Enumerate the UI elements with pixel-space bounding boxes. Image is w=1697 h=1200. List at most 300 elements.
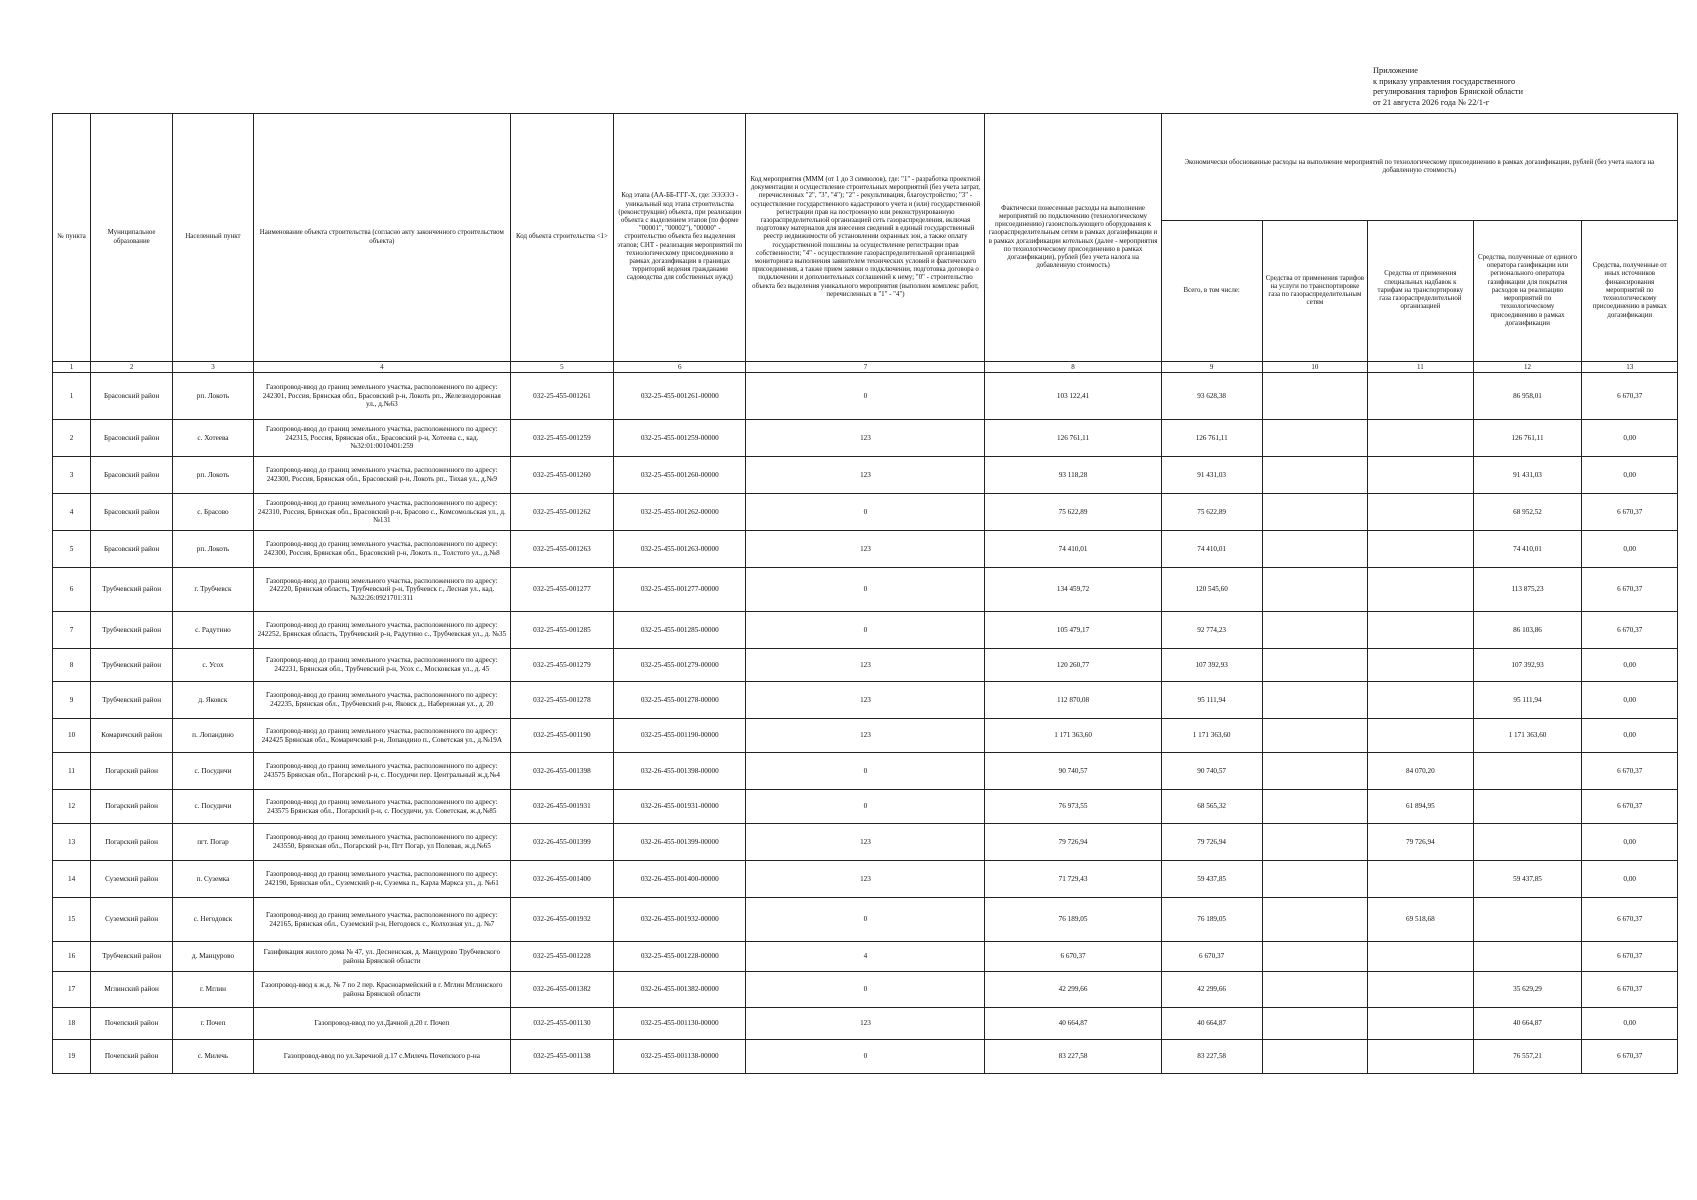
cell-total: 92 774,23: [1161, 612, 1262, 649]
cell-item-number: 13: [53, 824, 91, 861]
cell-operator-funds: 76 557,21: [1473, 1040, 1582, 1074]
cell-municipality: Погарский район: [91, 790, 173, 824]
cell-item-number: 1: [53, 373, 91, 420]
table-row: [53, 457, 1678, 494]
cell-total: 74 410,01: [1161, 531, 1262, 568]
cell-object-code: 032-26-455-001382: [510, 972, 613, 1008]
column-number: 13: [1582, 362, 1678, 373]
cell-surcharge-funds: [1368, 457, 1473, 494]
cell-total: 120 545,60: [1161, 568, 1262, 612]
cell-object-code: 032-25-455-001261: [510, 373, 613, 420]
cell-other-funds: 6 670,37: [1582, 568, 1678, 612]
header-other-funds: Средства, полученные от иных источников финансирования мероприятий по технологическому присоединению в рамках догазификации: [1582, 221, 1678, 362]
cell-tariff-funds: [1262, 531, 1367, 568]
table-row: [53, 1040, 1678, 1074]
cell-tariff-funds: [1262, 373, 1367, 420]
cell-operator-funds: 1 171 363,60: [1473, 719, 1582, 753]
cell-stage-code: 032-26-455-001931-00000: [614, 790, 746, 824]
header-stage-code: Код этапа (АА-ББ-ГГГ-Х, где: ЭЭЭЭЭ - уникальный код этапа строительства (реконструкции) объекта, при реализации объекта с выделением этапов (по форме "00001", "00002"), "00000" - строительство объекта без выделения этапов; СНТ - реализация мероприятий по технологическому присоединению в рамках догазификации в границах территорий ведения гражданами садоводства для собственных нужд): [614, 114, 746, 362]
cell-stage-code: 032-26-455-001382-00000: [614, 972, 746, 1008]
cell-operator-funds: 126 761,11: [1473, 420, 1582, 457]
header-total: Всего, в том числе:: [1161, 221, 1262, 362]
column-number: 11: [1368, 362, 1473, 373]
cell-measure-code: 123: [746, 531, 985, 568]
cell-total: 91 431,03: [1161, 457, 1262, 494]
cell-other-funds: 6 670,37: [1582, 972, 1678, 1008]
cell-total: 90 740,57: [1161, 753, 1262, 790]
cell-total: 95 111,94: [1161, 682, 1262, 719]
cell-object-name: Газопровод-ввод до границ земельного участка, расположенного по адресу: 242220, Брянская область, Трубчевский р-н, Трубчевск г., Лесная ул., кад.№32:26:0921701:311: [253, 568, 510, 612]
cell-stage-code: 032-26-455-001398-00000: [614, 753, 746, 790]
cell-actual-costs: 103 122,41: [985, 373, 1161, 420]
cell-operator-funds: 86 958,01: [1473, 373, 1582, 420]
cell-total: 126 761,11: [1161, 420, 1262, 457]
cell-stage-code: 032-25-455-001262-00000: [614, 494, 746, 531]
cell-total: 42 299,66: [1161, 972, 1262, 1008]
cell-actual-costs: 112 870,08: [985, 682, 1161, 719]
cell-tariff-funds: [1262, 790, 1367, 824]
cell-tariff-funds: [1262, 942, 1367, 972]
cell-object-name: Газификация жилого дома № 47, ул. Десненская, д. Манцурово Трубчевского района Брянской области: [253, 942, 510, 972]
cell-surcharge-funds: [1368, 420, 1473, 457]
table-row: [53, 494, 1678, 531]
header-item-number: № пункта: [53, 114, 91, 362]
cell-surcharge-funds: [1368, 1008, 1473, 1040]
cell-stage-code: 032-25-455-001260-00000: [614, 457, 746, 494]
column-number: 8: [985, 362, 1161, 373]
column-number-row: [53, 362, 1678, 373]
cell-settlement: рп. Локоть: [173, 457, 254, 494]
table-row: [53, 898, 1678, 942]
cell-object-name: Газопровод-ввод до границ земельного участка, расположенного по адресу: 242425 Брянская обл., Комаричский р-н, Лопандино п., Советская ул., д.№19А: [253, 719, 510, 753]
cell-settlement: г. Почеп: [173, 1008, 254, 1040]
cell-other-funds: 6 670,37: [1582, 373, 1678, 420]
table-row: [53, 972, 1678, 1008]
cell-operator-funds: [1473, 790, 1582, 824]
cell-actual-costs: 1 171 363,60: [985, 719, 1161, 753]
cell-stage-code: 032-25-455-001278-00000: [614, 682, 746, 719]
cell-object-name: Газопровод-ввод до границ земельного участка, расположенного по адресу: 242301, Россия, Брянская обл., Брасовский р-н, Локоть рп., Железнодорожная ул., д.№63: [253, 373, 510, 420]
header-actual-costs: Фактически понесенные расходы на выполнение мероприятий по подключению (технологическому присоединению) газоиспользующего оборудования к газораспределительным сетям в рамках догазификации и в рамках догазификации котельных (далее - мероприятия по технологическому присоединению в рамках догазификации), рублей (без учета налога на добавленную стоимость): [985, 114, 1161, 362]
cell-stage-code: 032-26-455-001932-00000: [614, 898, 746, 942]
cell-stage-code: 032-26-455-001400-00000: [614, 861, 746, 898]
cell-actual-costs: 79 726,94: [985, 824, 1161, 861]
cell-settlement: с. Хотеева: [173, 420, 254, 457]
table-row: [53, 861, 1678, 898]
cell-object-name: Газопровод-ввод до границ земельного участка, расположенного по адресу: 242315, Россия, Брянская обл., Брасовский р-н, Хотеева с., кад. №32:01:0010401:259: [253, 420, 510, 457]
cell-measure-code: 0: [746, 494, 985, 531]
cell-item-number: 3: [53, 457, 91, 494]
cell-surcharge-funds: 79 726,94: [1368, 824, 1473, 861]
cell-item-number: 18: [53, 1008, 91, 1040]
cell-item-number: 4: [53, 494, 91, 531]
cell-other-funds: 6 670,37: [1582, 753, 1678, 790]
cell-surcharge-funds: [1368, 861, 1473, 898]
cell-measure-code: 4: [746, 942, 985, 972]
appendix-line: к приказу управления государственного: [1373, 76, 1516, 86]
column-number: 4: [253, 362, 510, 373]
cell-total: 40 664,87: [1161, 1008, 1262, 1040]
cell-object-code: 032-25-455-001285: [510, 612, 613, 649]
cell-object-code: 032-25-455-001262: [510, 494, 613, 531]
cell-operator-funds: [1473, 753, 1582, 790]
cell-item-number: 17: [53, 972, 91, 1008]
cell-municipality: Брасовский район: [91, 420, 173, 457]
cell-object-name: Газопровод-ввод до границ земельного участка, расположенного по адресу: 242252, Брянская область, Трубчевский р-н, Радутино с., Трубчевская ул., д. №35: [253, 612, 510, 649]
cell-municipality: Брасовский район: [91, 494, 173, 531]
cell-municipality: Погарский район: [91, 753, 173, 790]
cell-other-funds: 0,00: [1582, 682, 1678, 719]
cell-settlement: с. Посудичи: [173, 790, 254, 824]
cell-item-number: 16: [53, 942, 91, 972]
cell-measure-code: 0: [746, 972, 985, 1008]
cell-operator-funds: 86 103,86: [1473, 612, 1582, 649]
cell-stage-code: 032-25-455-001259-00000: [614, 420, 746, 457]
cell-object-code: 032-25-455-001138: [510, 1040, 613, 1074]
cell-settlement: п. Суземка: [173, 861, 254, 898]
cell-stage-code: 032-25-455-001263-00000: [614, 531, 746, 568]
cell-measure-code: 0: [746, 568, 985, 612]
cell-surcharge-funds: [1368, 494, 1473, 531]
tariff-table: [52, 113, 1678, 1074]
cell-item-number: 5: [53, 531, 91, 568]
column-number: 12: [1473, 362, 1582, 373]
table-row: [53, 568, 1678, 612]
table-row: [53, 682, 1678, 719]
column-number: 7: [746, 362, 985, 373]
cell-settlement: г. Мглин: [173, 972, 254, 1008]
cell-total: 83 227,58: [1161, 1040, 1262, 1074]
cell-settlement: с. Усох: [173, 649, 254, 682]
column-number: 5: [510, 362, 613, 373]
cell-actual-costs: 105 479,17: [985, 612, 1161, 649]
cell-item-number: 12: [53, 790, 91, 824]
cell-object-code: 032-25-455-001130: [510, 1008, 613, 1040]
cell-municipality: Суземский район: [91, 861, 173, 898]
cell-measure-code: 123: [746, 420, 985, 457]
cell-actual-costs: 76 189,05: [985, 898, 1161, 942]
cell-municipality: Трубчевский район: [91, 612, 173, 649]
cell-surcharge-funds: [1368, 1040, 1473, 1074]
cell-tariff-funds: [1262, 972, 1367, 1008]
cell-object-code: 032-26-455-001399: [510, 824, 613, 861]
cell-tariff-funds: [1262, 719, 1367, 753]
cell-object-code: 032-25-455-001260: [510, 457, 613, 494]
cell-actual-costs: 40 664,87: [985, 1008, 1161, 1040]
cell-tariff-funds: [1262, 568, 1367, 612]
cell-stage-code: 032-25-455-001261-00000: [614, 373, 746, 420]
cell-operator-funds: [1473, 898, 1582, 942]
cell-settlement: с. Негодовск: [173, 898, 254, 942]
cell-other-funds: 0,00: [1582, 531, 1678, 568]
cell-surcharge-funds: 84 070,20: [1368, 753, 1473, 790]
cell-total: 68 565,32: [1161, 790, 1262, 824]
appendix-line: Приложение: [1373, 66, 1418, 75]
table-row: [53, 420, 1678, 457]
cell-stage-code: 032-25-455-001138-00000: [614, 1040, 746, 1074]
cell-object-name: Газопровод-ввод до границ земельного участка, расположенного по адресу: 242300, Россия, Брянская обл., Брасовский р-н, Локоть п., Толстого ул., д.№8: [253, 531, 510, 568]
cell-tariff-funds: [1262, 861, 1367, 898]
cell-item-number: 19: [53, 1040, 91, 1074]
cell-object-name: Газопровод-ввод по ул.Заречной д.17 с.Милечь Почепского р-на: [253, 1040, 510, 1074]
cell-settlement: д. Яковск: [173, 682, 254, 719]
cell-settlement: с. Радутино: [173, 612, 254, 649]
cell-tariff-funds: [1262, 612, 1367, 649]
cell-actual-costs: 42 299,66: [985, 972, 1161, 1008]
cell-operator-funds: 59 437,85: [1473, 861, 1582, 898]
cell-measure-code: 0: [746, 1040, 985, 1074]
cell-measure-code: 123: [746, 457, 985, 494]
cell-other-funds: 0,00: [1582, 457, 1678, 494]
cell-object-code: 032-25-455-001277: [510, 568, 613, 612]
cell-total: 107 392,93: [1161, 649, 1262, 682]
cell-item-number: 2: [53, 420, 91, 457]
cell-other-funds: 6 670,37: [1582, 1040, 1678, 1074]
cell-object-name: Газопровод-ввод до границ земельного участка, расположенного по адресу: 242231, Брянская обл., Трубчевский р-н, Усох с., Московская ул., д. 45: [253, 649, 510, 682]
cell-object-code: 032-25-455-001190: [510, 719, 613, 753]
cell-actual-costs: 83 227,58: [985, 1040, 1161, 1074]
cell-operator-funds: [1473, 942, 1582, 972]
appendix-block: [1373, 66, 1673, 108]
cell-item-number: 15: [53, 898, 91, 942]
cell-actual-costs: 74 410,01: [985, 531, 1161, 568]
column-number: 2: [91, 362, 173, 373]
cell-object-code: 032-26-455-001932: [510, 898, 613, 942]
table-row: [53, 790, 1678, 824]
cell-object-code: 032-25-455-001259: [510, 420, 613, 457]
cell-total: 75 622,89: [1161, 494, 1262, 531]
cell-measure-code: 123: [746, 719, 985, 753]
cell-actual-costs: 90 740,57: [985, 753, 1161, 790]
cell-object-name: Газопровод-ввод до границ земельного участка, расположенного по адресу: 242190, Брянская обл., Суземский р-н, Суземка п., Карла Маркса ул., д. №61: [253, 861, 510, 898]
cell-object-name: Газопровод-ввод до границ земельного участка, расположенного по адресу: 243550, Брянская обл., Погарский р-н, Пгт Погар, ул Полевая, ж.д.№65: [253, 824, 510, 861]
cell-surcharge-funds: [1368, 682, 1473, 719]
cell-other-funds: 0,00: [1582, 824, 1678, 861]
cell-operator-funds: 113 875,23: [1473, 568, 1582, 612]
cell-settlement: с. Милечь: [173, 1040, 254, 1074]
cell-surcharge-funds: [1368, 531, 1473, 568]
cell-measure-code: 0: [746, 612, 985, 649]
cell-stage-code: 032-25-455-001279-00000: [614, 649, 746, 682]
column-number: 10: [1262, 362, 1367, 373]
cell-operator-funds: 95 111,94: [1473, 682, 1582, 719]
cell-measure-code: 123: [746, 824, 985, 861]
cell-municipality: Мглинский район: [91, 972, 173, 1008]
column-number: 9: [1161, 362, 1262, 373]
cell-measure-code: 0: [746, 790, 985, 824]
cell-actual-costs: 134 459,72: [985, 568, 1161, 612]
table-row: [53, 942, 1678, 972]
cell-actual-costs: 71 729,43: [985, 861, 1161, 898]
cell-tariff-funds: [1262, 649, 1367, 682]
table-row: [53, 719, 1678, 753]
header-settlement: Населенный пункт: [173, 114, 254, 362]
table-row: [53, 612, 1678, 649]
cell-municipality: Трубчевский район: [91, 568, 173, 612]
cell-other-funds: 0,00: [1582, 649, 1678, 682]
cell-settlement: пгт. Погар: [173, 824, 254, 861]
cell-object-name: Газопровод-ввод по ул.Дачной д.20 г. Почеп: [253, 1008, 510, 1040]
cell-total: 6 670,37: [1161, 942, 1262, 972]
table-row: [53, 1008, 1678, 1040]
cell-municipality: Трубчевский район: [91, 682, 173, 719]
cell-tariff-funds: [1262, 682, 1367, 719]
cell-stage-code: 032-25-455-001228-00000: [614, 942, 746, 972]
cell-municipality: Суземский район: [91, 898, 173, 942]
cell-object-name: Газопровод-ввод до границ земельного участка, расположенного по адресу: 243575 Брянская обл., Погарский р-н, с. Посудичи, ул. Советская, ж.д.№85: [253, 790, 510, 824]
cell-surcharge-funds: 61 894,95: [1368, 790, 1473, 824]
cell-item-number: 11: [53, 753, 91, 790]
cell-object-code: 032-26-455-001931: [510, 790, 613, 824]
cell-object-code: 032-26-455-001398: [510, 753, 613, 790]
cell-actual-costs: 93 118,28: [985, 457, 1161, 494]
header-municipality: Муниципальное образование: [91, 114, 173, 362]
appendix-line: от 21 августа 2026 года № 22/1-г: [1373, 97, 1490, 107]
cell-object-name: Газопровод-ввод до границ земельного участка, расположенного по адресу: 242235, Брянская обл., Трубчевский р-н, Яковск д., Набережная ул., д. 20: [253, 682, 510, 719]
cell-object-code: 032-25-455-001228: [510, 942, 613, 972]
cell-settlement: с. Посудичи: [173, 753, 254, 790]
cell-measure-code: 0: [746, 753, 985, 790]
cell-other-funds: 6 670,37: [1582, 942, 1678, 972]
cell-item-number: 9: [53, 682, 91, 719]
cell-measure-code: 0: [746, 373, 985, 420]
cell-other-funds: 6 670,37: [1582, 898, 1678, 942]
cell-item-number: 10: [53, 719, 91, 753]
cell-total: 93 628,38: [1161, 373, 1262, 420]
cell-surcharge-funds: [1368, 972, 1473, 1008]
cell-total: 76 189,05: [1161, 898, 1262, 942]
cell-measure-code: 123: [746, 682, 985, 719]
cell-total: 59 437,85: [1161, 861, 1262, 898]
cell-actual-costs: 75 622,89: [985, 494, 1161, 531]
cell-municipality: Трубчевский район: [91, 649, 173, 682]
cell-object-name: Газопровод-ввод до границ земельного участка, расположенного по адресу: 243575 Брянская обл., Погарский р-н, с. Посудичи пер. Центральный ж.д.№4: [253, 753, 510, 790]
cell-item-number: 8: [53, 649, 91, 682]
cell-item-number: 7: [53, 612, 91, 649]
column-number: 6: [614, 362, 746, 373]
cell-municipality: Почепский район: [91, 1008, 173, 1040]
cell-stage-code: 032-25-455-001190-00000: [614, 719, 746, 753]
cell-object-name: Газопровод-ввод до границ земельного участка, расположенного по адресу: 242300, Россия, Брянская обл., Брасовский р-н, Локоть рп., Тихая ул., д.№9: [253, 457, 510, 494]
cell-tariff-funds: [1262, 1008, 1367, 1040]
cell-other-funds: 6 670,37: [1582, 790, 1678, 824]
cell-settlement: д. Манцурово: [173, 942, 254, 972]
cell-object-code: 032-25-455-001263: [510, 531, 613, 568]
cell-tariff-funds: [1262, 753, 1367, 790]
cell-surcharge-funds: [1368, 649, 1473, 682]
table-row: [53, 824, 1678, 861]
cell-tariff-funds: [1262, 1040, 1367, 1074]
cell-municipality: Трубчевский район: [91, 942, 173, 972]
table-body: [53, 373, 1678, 1074]
cell-stage-code: 032-25-455-001130-00000: [614, 1008, 746, 1040]
column-number: 1: [53, 362, 91, 373]
cell-object-code: 032-25-455-001278: [510, 682, 613, 719]
cell-other-funds: 0,00: [1582, 1008, 1678, 1040]
cell-other-funds: 0,00: [1582, 861, 1678, 898]
cell-actual-costs: 126 761,11: [985, 420, 1161, 457]
cell-surcharge-funds: [1368, 373, 1473, 420]
cell-settlement: с. Брасово: [173, 494, 254, 531]
appendix-line: регулирования тарифов Брянской области: [1373, 87, 1523, 96]
cell-measure-code: 123: [746, 1008, 985, 1040]
cell-stage-code: 032-25-455-001285-00000: [614, 612, 746, 649]
cell-operator-funds: [1473, 824, 1582, 861]
header-object-code: Код объекта строительства <1>: [510, 114, 613, 362]
cell-surcharge-funds: [1368, 612, 1473, 649]
cell-operator-funds: 35 629,29: [1473, 972, 1582, 1008]
cell-operator-funds: 74 410,01: [1473, 531, 1582, 568]
header-operator-funds: Средства, полученные от единого оператора газификации или регионального оператора газификации для покрытия расходов на реализацию мероприятий по технологическому присоединению в рамках догазификации: [1473, 221, 1582, 362]
cell-object-name: Газопровод-ввод до границ земельного участка, расположенного по адресу: 242310, Россия, Брянская обл., Брасовский р-н, Брасово с., Комсомольская ул., д.№131: [253, 494, 510, 531]
header-surcharge-funds: Средства от применения специальных надбавок к тарифам на транспортировку газа газораспределительной организацией: [1368, 221, 1473, 362]
cell-measure-code: 123: [746, 649, 985, 682]
cell-settlement: рп. Локоть: [173, 373, 254, 420]
cell-settlement: г. Трубчевск: [173, 568, 254, 612]
cell-measure-code: 123: [746, 861, 985, 898]
cell-operator-funds: 107 392,93: [1473, 649, 1582, 682]
header-justified-costs-group: Экономически обоснованные расходы на выполнение мероприятий по технологическому присоединению в рамках догазификации, рублей (без учета налога на добавленную стоимость): [1161, 114, 1677, 221]
cell-municipality: Почепский район: [91, 1040, 173, 1074]
cell-other-funds: 0,00: [1582, 719, 1678, 753]
table-row: [53, 649, 1678, 682]
cell-stage-code: 032-26-455-001399-00000: [614, 824, 746, 861]
cell-tariff-funds: [1262, 824, 1367, 861]
cell-settlement: рп. Локоть: [173, 531, 254, 568]
cell-object-name: Газопровод-ввод до границ земельного участка, расположенного по адресу: 242165, Брянская обл., Суземский р-н, Негодовск с., Колхозная ул., д. №7: [253, 898, 510, 942]
table-row: [53, 373, 1678, 420]
cell-tariff-funds: [1262, 420, 1367, 457]
cell-municipality: Брасовский район: [91, 373, 173, 420]
cell-actual-costs: 76 973,55: [985, 790, 1161, 824]
cell-tariff-funds: [1262, 457, 1367, 494]
table-row: [53, 531, 1678, 568]
cell-municipality: Брасовский район: [91, 531, 173, 568]
cell-operator-funds: 91 431,03: [1473, 457, 1582, 494]
cell-other-funds: 6 670,37: [1582, 612, 1678, 649]
cell-actual-costs: 6 670,37: [985, 942, 1161, 972]
cell-municipality: Погарский район: [91, 824, 173, 861]
cell-settlement: п. Лопандино: [173, 719, 254, 753]
cell-item-number: 6: [53, 568, 91, 612]
cell-operator-funds: 68 952,52: [1473, 494, 1582, 531]
cell-municipality: Брасовский район: [91, 457, 173, 494]
cell-other-funds: 6 670,37: [1582, 494, 1678, 531]
cell-tariff-funds: [1262, 494, 1367, 531]
column-number: 3: [173, 362, 254, 373]
header-measure-code: Код мероприятия (МММ (от 1 до 3 символов), где: "1" - разработка проектной документации и осуществление строительных мероприятий (без учета затрат, перечисленных "2", "3", "4"); "2" - рекультивация, благоустройство; "3" - осуществление государственного кадастрового учета и (или) государственной регистрации прав на построенную или реконструированную газораспределительной организацией сеть газораспределения, включая подготовку материалов для внесения сведений в единый государственный реестр недвижимости об установлении охранных зон, а также оплату государственной пошлины за осуществление регистрации прав собственности; "4" - осуществление газораспределительной организацией мониторинга выполнения заявителем технических условий и фактического присоединения, а также прием заявки о подключении, подготовка договора о подключении и дополнительных соглашений к нему; "0" - строительство объекта без выделения уникального мероприятия (выполнен комплекс работ, перечисленных в "1" - "4"): [746, 114, 985, 362]
cell-object-code: 032-25-455-001279: [510, 649, 613, 682]
cell-operator-funds: 40 664,87: [1473, 1008, 1582, 1040]
cell-surcharge-funds: [1368, 942, 1473, 972]
cell-actual-costs: 120 260,77: [985, 649, 1161, 682]
cell-surcharge-funds: [1368, 719, 1473, 753]
cell-object-code: 032-26-455-001400: [510, 861, 613, 898]
header-object-name: Наименование объекта строительства (согласно акту законченного строительством объекта): [253, 114, 510, 362]
cell-surcharge-funds: 69 518,68: [1368, 898, 1473, 942]
table-row: [53, 753, 1678, 790]
cell-measure-code: 0: [746, 898, 985, 942]
cell-other-funds: 0,00: [1582, 420, 1678, 457]
header-tariff-funds: Средства от применения тарифов на услуги по транспортировке газа по газораспределительным сетям: [1262, 221, 1367, 362]
cell-object-name: Газопровод-ввод к ж.д. № 7 по 2 пер. Красноармейский в г. Мглин Мглинского района Брянской области: [253, 972, 510, 1008]
cell-total: 1 171 363,60: [1161, 719, 1262, 753]
cell-tariff-funds: [1262, 898, 1367, 942]
cell-municipality: Комаричский район: [91, 719, 173, 753]
cell-surcharge-funds: [1368, 568, 1473, 612]
cell-total: 79 726,94: [1161, 824, 1262, 861]
cell-stage-code: 032-25-455-001277-00000: [614, 568, 746, 612]
